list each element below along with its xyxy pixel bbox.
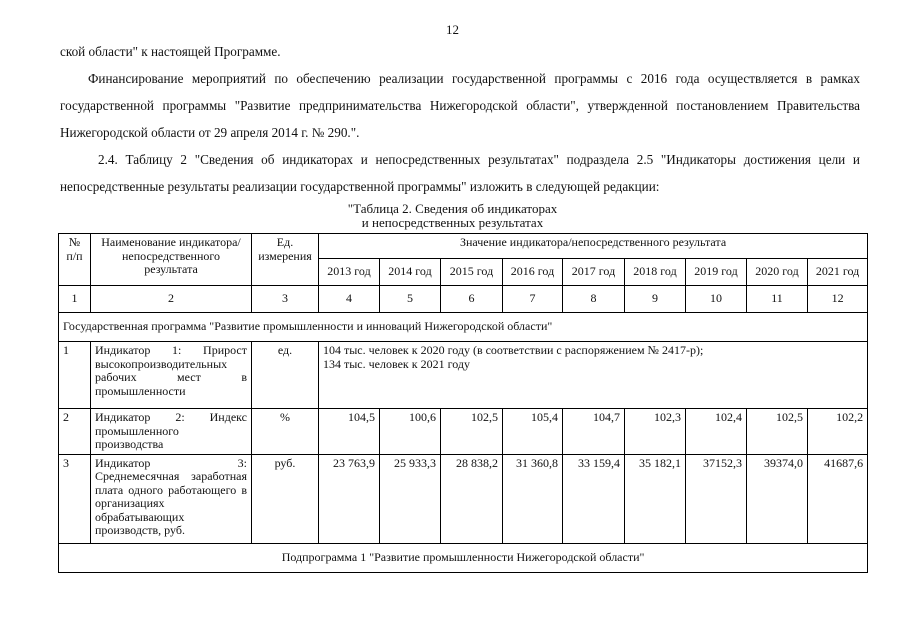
table-row bbox=[59, 454, 868, 543]
column-numbers-row bbox=[59, 286, 868, 313]
header-name: Наименование индикатора/непосредственного результата bbox=[91, 234, 252, 286]
indicator-unit: руб. bbox=[252, 454, 319, 543]
col-number: 7 bbox=[503, 286, 563, 313]
indicator-name: Индикатор 1: Прирост высокопроизводительных рабочих мест в промышленности bbox=[91, 342, 252, 409]
year-2017: 2017 год bbox=[563, 259, 625, 286]
value-cell: 35 182,1 bbox=[625, 454, 686, 543]
value-cell: 102,5 bbox=[441, 409, 503, 455]
col-number: 12 bbox=[808, 286, 868, 313]
row-num: 1 bbox=[59, 342, 91, 409]
value-cell: 102,5 bbox=[747, 409, 808, 455]
value-cell: 23 763,9 bbox=[319, 454, 380, 543]
target-note-line: 134 тыс. человек к 2021 году bbox=[323, 356, 470, 371]
col-number: 3 bbox=[252, 286, 319, 313]
year-2021: 2021 год bbox=[808, 259, 868, 286]
table-caption-line1: "Таблица 2. Сведения об индикаторах bbox=[347, 201, 558, 216]
subprogram-title-row bbox=[59, 543, 868, 572]
year-2020: 2020 год bbox=[747, 259, 808, 286]
merged-target-note bbox=[319, 342, 868, 409]
value-cell: 102,2 bbox=[808, 409, 868, 455]
col-number: 2 bbox=[91, 286, 252, 313]
value-cell: 25 933,3 bbox=[380, 454, 441, 543]
paragraph-financing: Финансирование мероприятий по обеспечению реализации государственной программы с 2016 года осуществляется в рамках государственной программы "Развитие предпринимательства Нижегородской области", утвержденной постановлением Правительства Нижегородской области от 29 апреля 2014 г. № 290.". bbox=[60, 71, 860, 140]
indicator-name: Индикатор 3: Среднемесячная заработная плата одного работающего в организациях обрабатывающих производств, руб. bbox=[91, 454, 252, 543]
header-unit: Ед. измерения bbox=[252, 234, 319, 286]
header-num: № п/п bbox=[59, 234, 91, 286]
program-title: Государственная программа "Развитие промышленности и инноваций Нижегородской области" bbox=[59, 313, 868, 342]
value-cell: 105,4 bbox=[503, 409, 563, 455]
table-caption bbox=[0, 202, 905, 230]
year-2014: 2014 год bbox=[380, 259, 441, 286]
year-2013: 2013 год bbox=[319, 259, 380, 286]
col-number: 4 bbox=[319, 286, 380, 313]
value-cell: 104,7 bbox=[563, 409, 625, 455]
value-cell: 104,5 bbox=[319, 409, 380, 455]
intro-line: ской области" к настоящей Программе. bbox=[60, 44, 281, 59]
subprogram-title: Подпрограмма 1 "Развитие промышленности Нижегородской области" bbox=[59, 543, 868, 572]
header-value-group: Значение индикатора/непосредственного результата bbox=[319, 234, 868, 259]
row-num: 3 bbox=[59, 454, 91, 543]
col-number: 8 bbox=[563, 286, 625, 313]
value-cell: 39374,0 bbox=[747, 454, 808, 543]
year-2016: 2016 год bbox=[503, 259, 563, 286]
value-cell: 31 360,8 bbox=[503, 454, 563, 543]
page-number: 12 bbox=[446, 22, 459, 37]
indicator-name: Индикатор 2: Индекс промышленного производства bbox=[91, 409, 252, 455]
value-cell: 28 838,2 bbox=[441, 454, 503, 543]
value-cell: 100,6 bbox=[380, 409, 441, 455]
table-header-row bbox=[59, 234, 868, 259]
col-number: 1 bbox=[59, 286, 91, 313]
row-num: 2 bbox=[59, 409, 91, 455]
value-cell: 33 159,4 bbox=[563, 454, 625, 543]
program-title-row bbox=[59, 313, 868, 342]
value-cell: 102,3 bbox=[625, 409, 686, 455]
col-number: 9 bbox=[625, 286, 686, 313]
col-number: 11 bbox=[747, 286, 808, 313]
target-note-line: 104 тыс. человек к 2020 году (в соответствии с распоряжением № 2417-р); bbox=[323, 343, 704, 357]
indicator-unit: ед. bbox=[252, 342, 319, 409]
col-number: 5 bbox=[380, 286, 441, 313]
indicator-unit: % bbox=[252, 409, 319, 455]
col-number: 6 bbox=[441, 286, 503, 313]
table-caption-line2: и непосредственных результатах bbox=[361, 215, 544, 230]
table-row bbox=[59, 342, 868, 409]
paragraph-table2-instruction: 2.4. Таблицу 2 "Сведения об индикаторах и непосредственных результатах" подраздела 2.5 "Индикаторы достижения цели и непосредственные результаты реализации государственной программы" изложить в следующей редакции: bbox=[60, 152, 860, 194]
value-cell: 41687,6 bbox=[808, 454, 868, 543]
indicators-table bbox=[58, 233, 868, 573]
year-2018: 2018 год bbox=[625, 259, 686, 286]
value-cell: 102,4 bbox=[686, 409, 747, 455]
year-2019: 2019 год bbox=[686, 259, 747, 286]
col-number: 10 bbox=[686, 286, 747, 313]
table-row bbox=[59, 409, 868, 455]
year-2015: 2015 год bbox=[441, 259, 503, 286]
value-cell: 37152,3 bbox=[686, 454, 747, 543]
